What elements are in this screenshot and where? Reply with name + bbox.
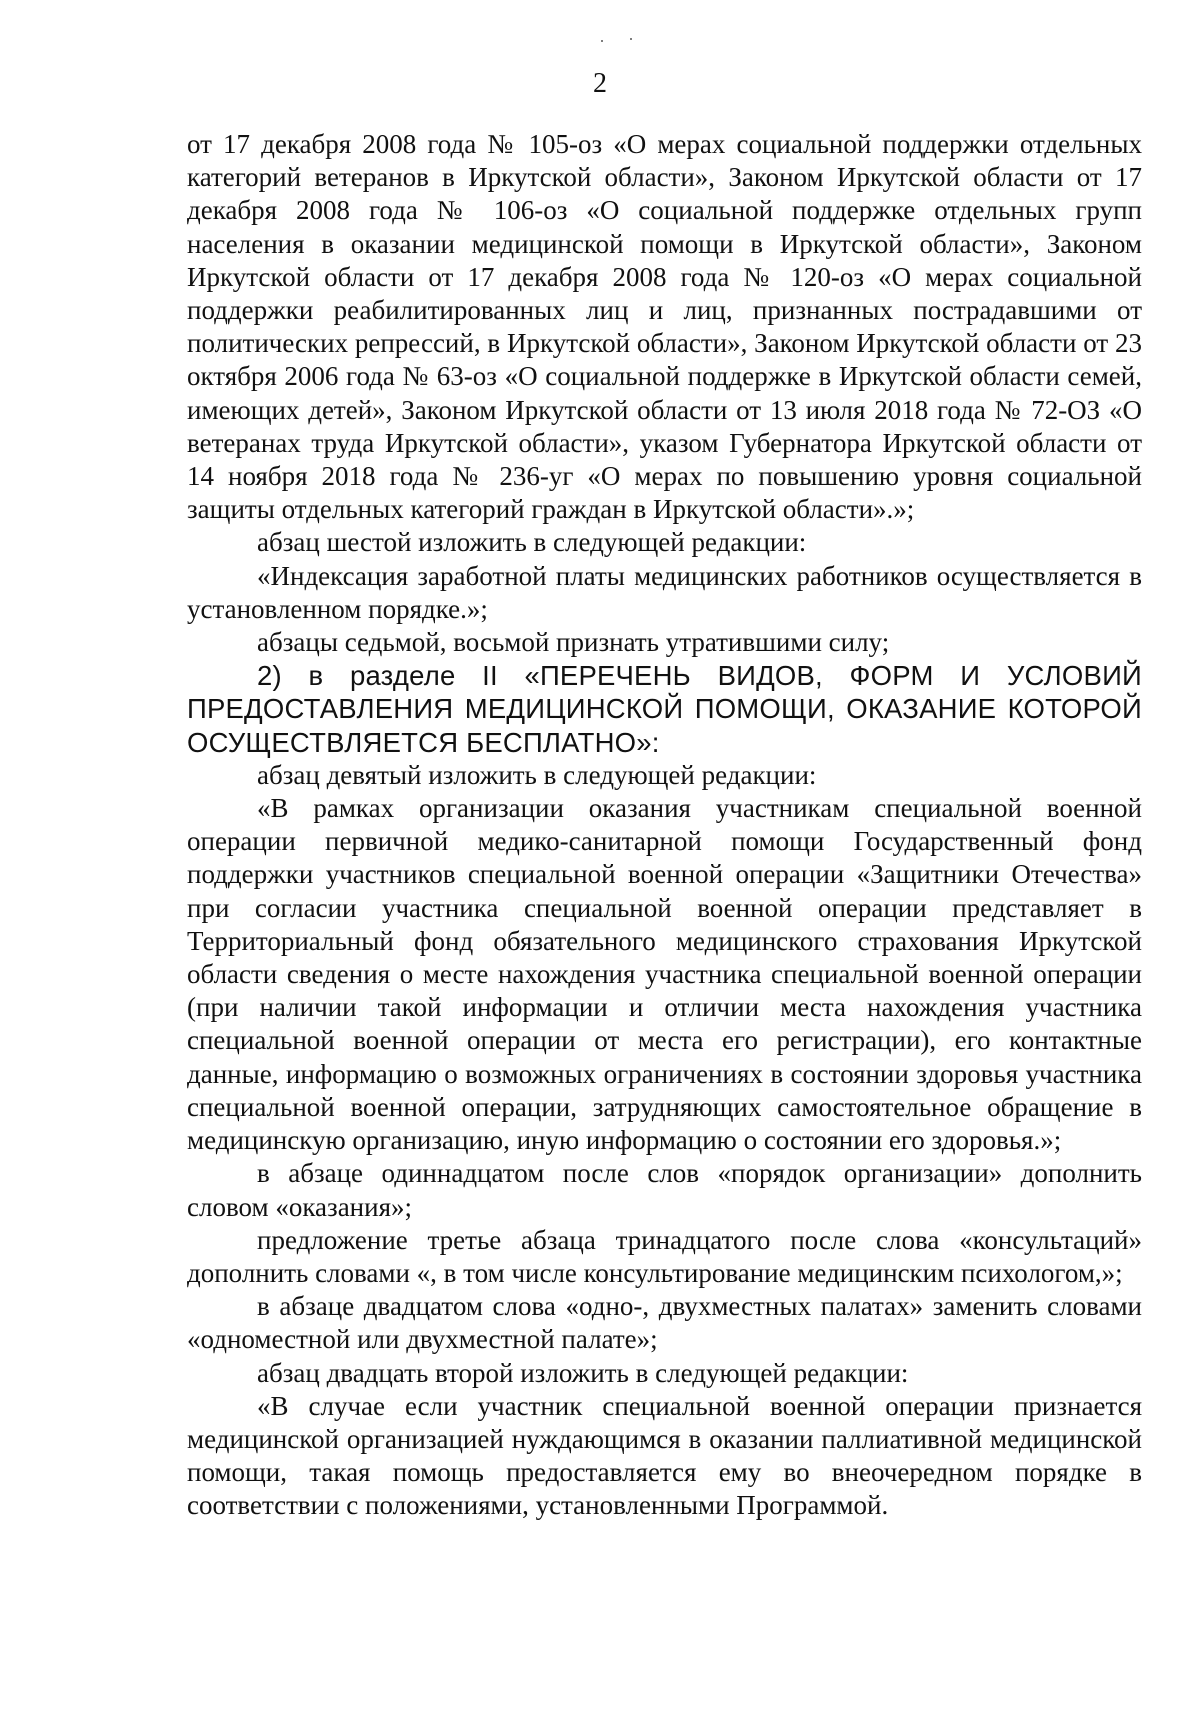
document-body [187,128,1142,1523]
paragraph: «В случае если участник специальной военной операции признается медицинской организацией нуждающимся в оказании паллиативной медицинской помощи, такая помощь предоставляется ему во внеочередном порядке в соответствии с положениями, установленными Программой. [187,1390,1142,1521]
scan-speck [601,40,603,42]
section-heading-paragraph: 2) в разделе II «ПЕРЕЧЕНЬ ВИДОВ, ФОРМ И УСЛОВИЙ ПРЕДОСТАВЛЕНИЯ МЕДИЦИНСКОЙ ПОМОЩИ, ОКАЗАНИЕ КОТОРОЙ ОСУЩЕСТВЛЯЕТСЯ БЕСПЛАТНО»: [187,660,1142,758]
paragraph: в абзаце одиннадцатом после слов «порядок организации» дополнить словом «оказания»; [187,1158,1142,1222]
page-number: 2 [593,68,607,99]
paragraph: «Индексация заработной платы медицинских работников осуществляется в установленном порядке.»; [187,560,1142,624]
paragraph: абзац шестой изложить в следующей редакции: [257,527,807,558]
paragraph: абзац двадцать второй изложить в следующей редакции: [257,1357,909,1388]
paragraph: «В рамках организации оказания участникам специальной военной операции первичной медико-санитарной помощи Государственный фонд поддержки участников специальной военной операции «Защитники Отечества» при согласии участника специальной военной операции представляет в Территориальный фонд обязательного медицинского страхования Иркутской области сведения о месте нахождения участника специальной военной операции (при наличии такой информации и отличии места нахождения участника специальной военной операции от места его регистрации), его контактные данные, информацию о возможных ограничениях в состоянии здоровья участника специальной военной операции, затрудняющих самостоятельное обращение в медицинскую организацию, иную информацию о состоянии его здоровья.»; [187,793,1142,1156]
paragraph: абзац девятый изложить в следующей редакции: [257,759,817,790]
paragraph: от 17 декабря 2008 года № 105-оз «О мерах социальной поддержки отдельных категорий ветеранов в Иркутской области», Законом Иркутской области от 17 декабря 2008 года № 106-оз «О социальной поддержке отдельных групп населения в оказании медицинской помощи в Иркутской области», Законом Иркутской области от 17 декабря 2008 года № 120-оз «О мерах социальной поддержки реабилитированных лиц и лиц, признанных пострадавшими от политических репрессий, в Иркутской области», Законом Иркутской области от 23 октября 2006 года № 63-оз «О социальной поддержке в Иркутской области семей, имеющих детей», Законом Иркутской области от 13 июля 2018 года № 72-ОЗ «О ветеранах труда Иркутской области», указом Губернатора Иркутской области от 14 ноября 2018 года № 236-уг «О мерах по повышению уровня социальной защиты отдельных категорий граждан в Иркутской области».»; [187,129,1142,525]
scan-speck [630,38,632,40]
paragraph: предложение третье абзаца тринадцатого после слова «консультаций» дополнить словами «, в том числе консультирование медицинским психологом,»; [187,1224,1142,1288]
paragraph: в абзаце двадцатом слова «одно-, двухместных палатах» заменить словами «одноместной или двухместной палате»; [187,1291,1142,1355]
paragraph: абзацы седьмой, восьмой признать утратившими силу; [257,627,890,658]
